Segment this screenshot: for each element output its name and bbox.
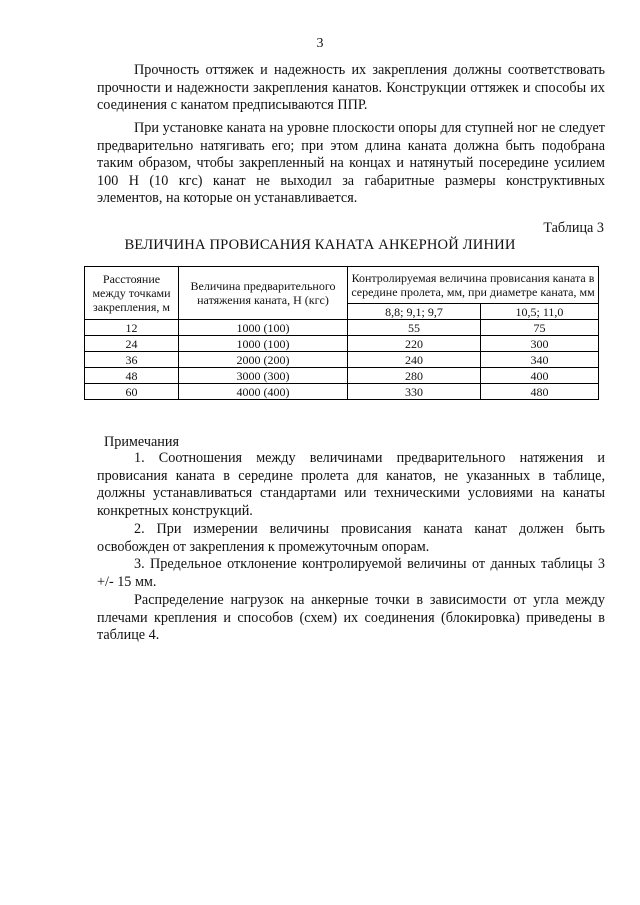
note-item: 1. Соотношения между величинами предварительного натяжения и провисания каната в середине пролета для канатов, не указанных в таблице, должны устанавливаться стандартами или техническими условиями на канаты конкретных конструкций.	[97, 450, 605, 519]
header-sag: Контролируемая величина провисания каната в середине пролета, мм, при диаметре каната, мм	[348, 267, 599, 304]
cell-sag-a: 240	[348, 352, 481, 368]
sag-table	[84, 266, 599, 400]
note-item: 2. При измерении величины провисания каната канат должен быть освобожден от закрепления к промежуточным опорам.	[97, 521, 605, 555]
header-diameter-b: 10,5; 11,0	[481, 304, 599, 320]
table-row	[85, 368, 599, 384]
cell-tension: 2000 (200)	[179, 352, 348, 368]
table-row	[85, 320, 599, 336]
cell-sag-a: 280	[348, 368, 481, 384]
cell-sag-a: 55	[348, 320, 481, 336]
cell-sag-b: 400	[481, 368, 599, 384]
table-row	[85, 384, 599, 400]
cell-tension: 1000 (100)	[179, 320, 348, 336]
header-distance: Расстояние между точками закрепления, м	[85, 267, 179, 320]
cell-tension: 4000 (400)	[179, 384, 348, 400]
paragraph-guy-strength: Прочность оттяжек и надежность их закрепления должны соответствовать прочности и надежности закрепления канатов. Конструкции оттяжек и способы их соединения с канатом предписываются ППР.	[97, 62, 605, 113]
cell-tension: 3000 (300)	[179, 368, 348, 384]
header-diameter-a: 8,8; 9,1; 9,7	[348, 304, 481, 320]
cell-tension: 1000 (100)	[179, 336, 348, 352]
table-title: ВЕЛИЧИНА ПРОВИСАНИЯ КАНАТА АНКЕРНОЙ ЛИНИИ	[124, 237, 516, 253]
cell-sag-a: 220	[348, 336, 481, 352]
paragraph-cable-installation: При установке каната на уровне плоскости опоры для ступней ног не следует предварительно натягивать его; при этом длина каната должна быть подобрана таким образом, чтобы закрепленный на концах и натянутый посередине усилием 100 Н (10 кгс) канат не выходил за габаритные размеры конструктивных элементов, на которые он устанавливается.	[97, 120, 605, 206]
page-number: 3	[316, 36, 324, 51]
cell-distance: 12	[85, 320, 179, 336]
cell-sag-b: 300	[481, 336, 599, 352]
table-header-row	[85, 267, 599, 304]
note-item: 3. Предельное отклонение контролируемой величины от данных таблицы 3 +/- 15 мм.	[97, 556, 605, 590]
cell-sag-b: 75	[481, 320, 599, 336]
notes-heading: Примечания	[104, 434, 179, 450]
cell-sag-b: 480	[481, 384, 599, 400]
cell-sag-b: 340	[481, 352, 599, 368]
table-row	[85, 336, 599, 352]
table-label: Таблица 3	[543, 220, 604, 236]
cell-distance: 48	[85, 368, 179, 384]
cell-distance: 36	[85, 352, 179, 368]
cell-distance: 60	[85, 384, 179, 400]
table-row	[85, 352, 599, 368]
header-tension: Величина предварительного натяжения каната, Н (кгс)	[179, 267, 348, 320]
cell-sag-a: 330	[348, 384, 481, 400]
paragraph-load-distribution: Распределение нагрузок на анкерные точки в зависимости от угла между плечами крепления и способов (схем) их соединения (блокировка) приведены в таблице 4.	[97, 592, 605, 643]
cell-distance: 24	[85, 336, 179, 352]
